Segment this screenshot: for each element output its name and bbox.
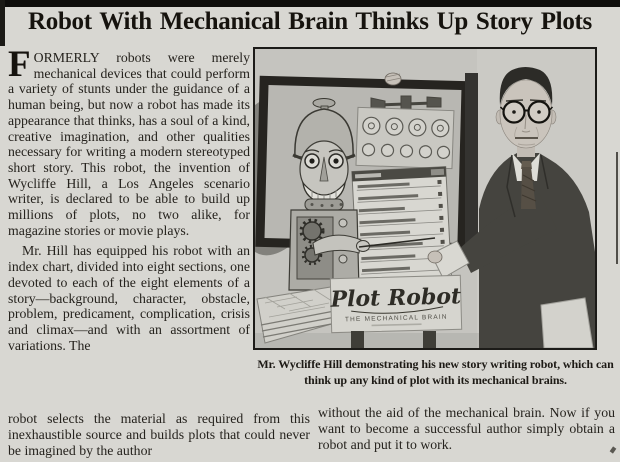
article-body-left-column <box>8 50 250 412</box>
frame-side-post <box>465 73 478 253</box>
paragraph-1 <box>8 50 250 238</box>
light-box <box>541 298 593 348</box>
page-edge-artifact-left <box>0 0 5 46</box>
control-panel <box>356 107 454 168</box>
photo <box>253 47 597 350</box>
article-body-bottom-left: robot selects the material as required from this inexhaustible source and builds plots that could never be imagined by the author <box>8 411 310 458</box>
article-title: Robot With Mechanical Brain Thinks Up Story Plots <box>28 8 592 35</box>
right-hand <box>428 251 442 263</box>
sign-subtitle: THE MECHANICAL BRAIN <box>344 313 448 324</box>
photo-caption: Mr. Wycliffe Hill demonstrating his new story writing robot, which can think up any kind of plot with its mechanical brains. <box>257 357 614 387</box>
drop-cap: F <box>8 50 31 85</box>
plot-robot-sign <box>329 275 462 332</box>
page-top-border <box>0 0 620 7</box>
article-body-bottom-right: without the aid of the mechanical brain. Now if you want to become a successful author simply obtain a robot and put it to work. <box>318 405 615 452</box>
paragraph-2: Mr. Hill has equipped his robot with an index chart, divided into eight sections, one devoted to each of the eight elements of a story—background, character, obstacle, problem, predicament, complication, crisis and climax—and with an assortment of variations. The <box>8 243 250 353</box>
photo-illustration <box>255 49 595 348</box>
page-edge-artifact-right <box>616 152 618 264</box>
sign-title: Plot Robot <box>330 283 462 313</box>
paragraph-1-text: robots were merely mechanical devices that could perform a variety of stunts under the guidance of a human being, but now a robot has made its appearance that thinks, has a soul of a kind, creative imagination, and other qualities necessary for writing a modern stereotyped short story. This robot, the invention of Wycliffe Hill, a Los Angeles scenario writer, is declared to be able to build up millions of plots, no two alike, for magazine stories or movie plays. <box>8 50 250 238</box>
ink-speck <box>610 446 617 453</box>
paragraph-1-lead: ORMERLY <box>33 50 100 65</box>
gripping-hand <box>385 73 401 85</box>
